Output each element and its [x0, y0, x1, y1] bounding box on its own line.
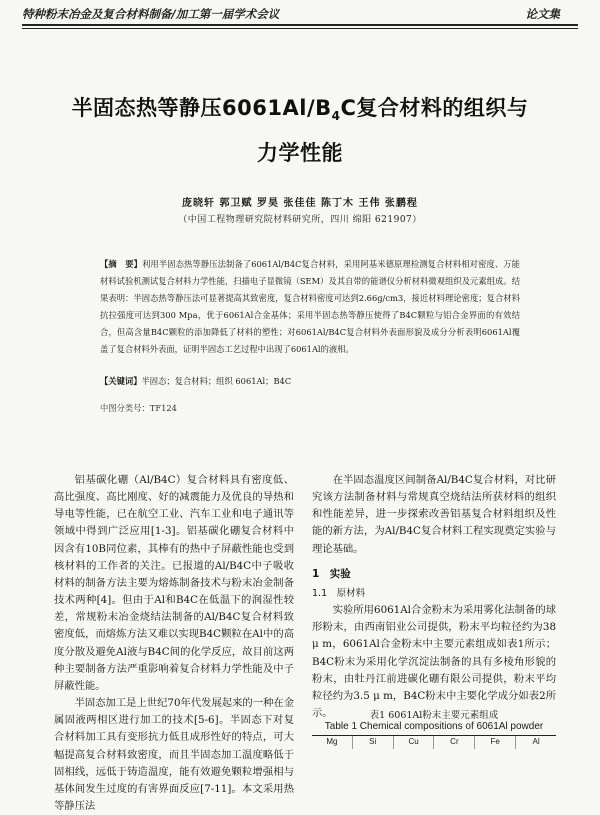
running-header-conference: 特种粉末冶金及复合材料制备/加工第一届学术会议 [22, 7, 280, 21]
body-column-right [312, 472, 556, 722]
intro-paragraph-2: 半固态加工是上世纪70年代发展起来的一种在金属固液两相区进行加工的技术[5-6]。半固态下对复合材料加工具有变形抗力低且成形性好的特点，可大幅提高复合材料致密度，而且半固态加工温度略低于固相线，远低于铸造温度，能有效避免颗粒增强相与基体间发生过度的有害界面反应[7-11]。本文采用热等静压法 [54, 697, 294, 812]
header-rule-thick [22, 24, 578, 26]
keywords-label: 【关键词】 [100, 376, 142, 386]
subsection-heading-materials: 1.1 原材料 [312, 587, 366, 599]
table1-caption-en: Table 1 Chemical compositions of 6061Al powder [324, 721, 544, 732]
table-header-cell: Cr [434, 736, 475, 749]
abstract [100, 256, 520, 359]
intro-paragraph-1: 铝基碳化硼（Al/B4C）复合材料具有密度低、高比强度、高比刚度、好的减震能力及优良的导热和导电等性能，已在航空工业、汽车工业和电子通讯等领域中得到广泛应用[1-3]。铝基碳化硼复合材料中因含有10B同位素，其棒有的热中子屏蔽性能也受到核材料的工作者的关注。已报道的Al/B4C中子吸收材料的制备方法主要为熔炼制备技术与粉末冶金制备技术两种[4]。但由于Al和B4C在低温下的润湿性较差，常规粉末冶金烧结法制备的Al/B4C复合材料致密度低，而熔炼方法又难以实现B4C颗粒在Al中的高度分散及避免Al液与B4C间的化学反应，故目前这两种主要制备方法严重影响着复合材料力学性能及中子屏蔽性能。 [54, 474, 294, 692]
abstract-label: 【摘 要】 [100, 259, 143, 269]
abstract-text: 利用半固态热等静压法制备了6061Al/B4C复合材料，采用阿基米德原理检测复合材料相对密度、万能材料试验机测试复合材料力学性能，扫描电子显微镜（SEM）及其自带的能谱仪分析材料微观组织及元素组成。结果表明：半固态热等静压法可显著提高其致密度，复合材料密度可达到2.66g/cm3，接近材料理论密度；复合材料抗拉强度可达到300 Mpa，优于6061Al合金基体；采用半固态热等静压使得了B4C颗粒与铝合金界面的有效结合，但高含量B4C颗粒的添加降低了材料的塑性；对6061Al/B4C复合材料外表面形貌及成分分析表明6061Al覆盖了复合材料外表面，证明半固态工艺过程中出现了6061Al的液相。 [100, 259, 520, 355]
header-rule-thin [22, 28, 578, 29]
table-header-cell: Mg [312, 736, 353, 749]
table1-caption-cn: 表1 6061Al粉末主要元素组成 [369, 710, 499, 721]
intro-paragraph-3: 在半固态温度区间制备Al/B4C复合材料，对比研究该方法制备材料与常规真空烧结法所获材料的组织和性能差异，进一步探索改善铝基复合材料组织及性能的新方法，为Al/B4C复合材料工程实现奠定实验与理论基础。 [312, 474, 556, 555]
author-list: 庞晓轩 郭卫赋 罗昊 张佳佳 陈丁木 王伟 张鹏程 [182, 198, 418, 209]
table-header-cell: Fe [475, 736, 516, 749]
running-header-proceedings: 论文集 [525, 7, 560, 21]
materials-paragraph: 实验所用6061Al合金粉末为采用雾化法制备的球形粉末，由西南铝业公司提供，粉末平均粒径约为38 μ m，6061Al合金粉末中主要元素组成如表1所示；B4C粉末为采用化学沉淀法制备的具有多棱角形貌的粉末，由牡丹江前进碳化硼有限公司提供，粉末平均粒径约为3.5 μ m，B4C粉末中主要化学成分如表2所示。 [312, 604, 556, 720]
section-heading-experiment: 1 实验 [312, 567, 351, 580]
classification-number: 中图分类号：TF124 [100, 403, 177, 413]
body-column-left [54, 472, 294, 815]
table-header-cell: Al [532, 737, 540, 746]
affiliation: （中国工程物理研究院材料研究所，四川 绵阳 621907） [178, 215, 422, 225]
paper-title-line1: 半固态热等静压$6061Al/B_4C$复合材料的组织与 [71, 96, 529, 124]
paper-title-line2: 力学性能 [257, 141, 343, 165]
table-header-cell: Cu [394, 736, 435, 749]
table1-header-row [312, 735, 556, 749]
table-header-cell: Si [353, 736, 394, 749]
keywords-text: 半固态；复合材料；组织 6061Al；B4C [141, 376, 292, 386]
keywords [100, 375, 520, 387]
